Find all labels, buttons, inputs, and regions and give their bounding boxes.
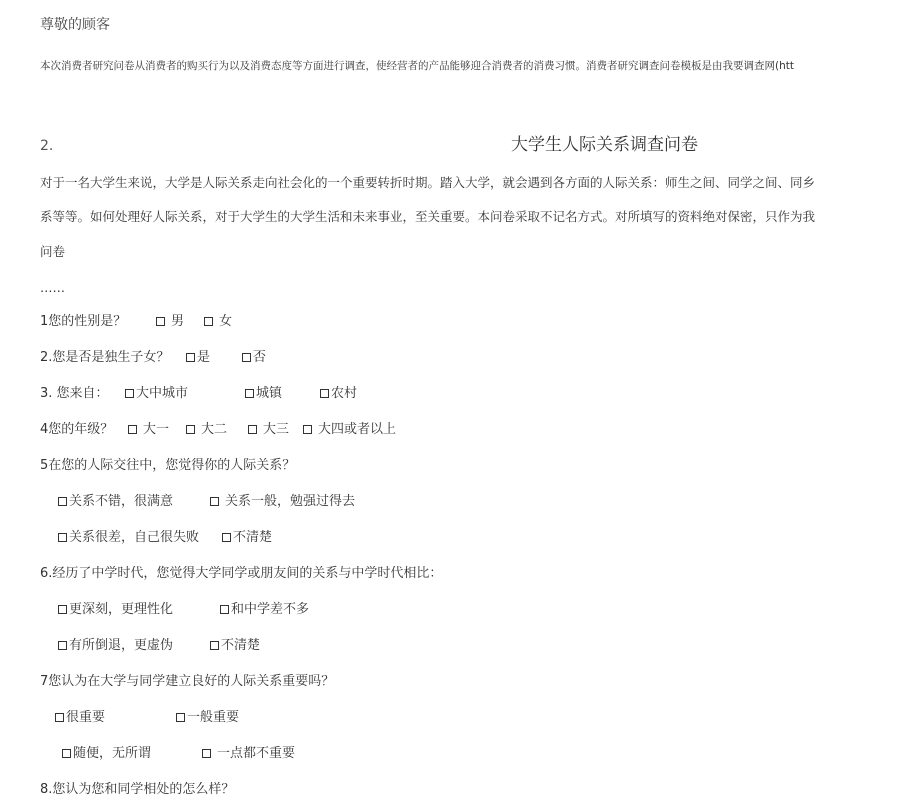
checkbox[interactable] (156, 317, 165, 326)
option-town[interactable]: 城镇 (245, 385, 282, 403)
checkbox[interactable] (125, 389, 134, 398)
checkbox[interactable] (242, 353, 251, 362)
option-freshman[interactable]: 大一 (128, 421, 169, 439)
checkbox[interactable] (210, 641, 219, 650)
option-deeper[interactable]: 更深刻，更理性化 (58, 601, 173, 619)
checkbox[interactable] (186, 353, 195, 362)
checkbox[interactable] (204, 317, 213, 326)
checkbox[interactable] (186, 425, 195, 434)
survey-title: 大学生人际关系调查问卷 (511, 135, 698, 155)
option-countryside[interactable]: 农村 (320, 385, 357, 403)
question-7: 7您认为在大学与同学建立良好的人际关系重要吗？ (40, 674, 335, 689)
checkbox[interactable] (210, 497, 219, 506)
option-relationship-good[interactable]: 关系不错，很满意 (58, 493, 173, 511)
checkbox[interactable] (320, 389, 329, 398)
option-junior[interactable]: 大三 (248, 421, 289, 439)
option-somewhat-important[interactable]: 一般重要 (176, 709, 239, 727)
question-1: 1您的性别是？ (40, 314, 127, 329)
checkbox[interactable] (303, 425, 312, 434)
checkbox[interactable] (245, 389, 254, 398)
option-senior[interactable]: 大四或者以上 (303, 421, 396, 439)
checkbox[interactable] (62, 749, 71, 758)
checkbox[interactable] (220, 605, 229, 614)
option-very-important[interactable]: 很重要 (55, 709, 105, 727)
intro-paragraph-line-3: 问卷 (40, 244, 66, 259)
question-4: 4您的年级？ (40, 422, 114, 437)
intro-paragraph-line-1: 对于一名大学生来说，大学是人际关系走向社会化的一个重要转折时期。踏入大学，就会遇到各方面的人际关系：师生之间、同学之间、同乡 (40, 175, 816, 190)
checkbox[interactable] (176, 713, 185, 722)
option-regressed[interactable]: 有所倒退，更虚伪 (58, 637, 173, 655)
option-unsure-6[interactable]: 不清楚 (210, 637, 260, 655)
option-sophomore[interactable]: 大二 (186, 421, 227, 439)
option-relationship-poor[interactable]: 关系很差，自己很失败 (58, 529, 199, 547)
checkbox[interactable] (248, 425, 257, 434)
intro-text: 本次消费者研究问卷从消费者的购买行为以及消费态度等方面进行调查，使经营者的产品能够迎合消费者的消费习惯。消费者研究调查问卷模板是由我要调查网(htt (40, 60, 794, 72)
option-relationship-average[interactable]: 关系一般，勉强过得去 (210, 493, 355, 511)
option-yes[interactable]: 是 (186, 349, 210, 367)
ellipsis: …… (40, 280, 65, 295)
checkbox[interactable] (55, 713, 64, 722)
checkbox[interactable] (58, 641, 67, 650)
question-2: 2.您是否是独生子女？ (40, 350, 170, 365)
section-number: 2. (40, 138, 54, 154)
option-relationship-unsure[interactable]: 不清楚 (222, 529, 272, 547)
question-8: 8.您认为您和同学相处的怎么样？ (40, 782, 235, 797)
option-male[interactable]: 男 (156, 313, 184, 331)
checkbox[interactable] (202, 749, 211, 758)
checkbox[interactable] (58, 605, 67, 614)
intro-paragraph-line-2: 系等等。如何处理好人际关系，对于大学生的大学生活和未来事业，至关重要。本问卷采取不记名方式。对所填写的资料绝对保密，只作为我 (40, 209, 816, 224)
option-big-city[interactable]: 大中城市 (125, 385, 188, 403)
question-5: 5在您的人际交往中，您觉得你的人际关系？ (40, 458, 296, 473)
option-indifferent[interactable]: 随便，无所谓 (62, 745, 151, 763)
question-3: 3. 您来自： (40, 386, 109, 401)
question-6: 6.经历了中学时代，您觉得大学同学或朋友间的关系与中学时代相比： (40, 566, 443, 581)
checkbox[interactable] (58, 497, 67, 506)
checkbox[interactable] (128, 425, 137, 434)
option-not-important[interactable]: 一点都不重要 (202, 745, 295, 763)
greeting: 尊敬的顾客 (40, 17, 110, 33)
option-no[interactable]: 否 (242, 349, 266, 367)
checkbox[interactable] (222, 533, 231, 542)
option-female[interactable]: 女 (204, 313, 232, 331)
option-similar[interactable]: 和中学差不多 (220, 601, 309, 619)
checkbox[interactable] (58, 533, 67, 542)
